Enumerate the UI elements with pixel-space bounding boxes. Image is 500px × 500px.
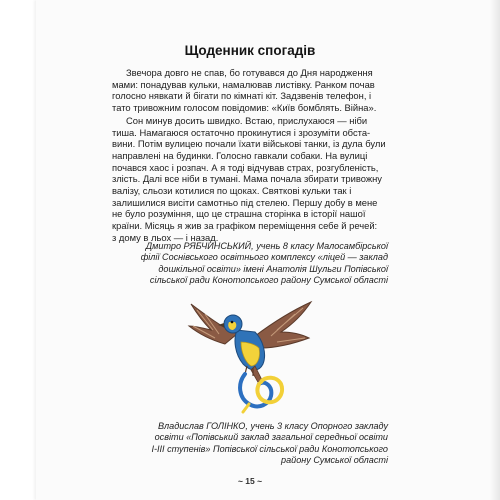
text-line: тиша. Намагаюся остаточно прокинутися і зрозуміти обста- (112, 126, 371, 138)
page-title: Щоденник спогадів (184, 43, 316, 58)
text-line: Звечора довго не спав, бо готувався до Дня народження (126, 67, 373, 78)
text-line: не було розуміння, що це страшна сторінка в історії нашої (112, 208, 366, 220)
bird-illustration (185, 300, 315, 415)
text-line: валізу, сльози котилися по щоках. Святкові кульки так і (112, 185, 352, 197)
text-line: тато тривожним голосом повідомив: «Київ бомблять. Війна». (112, 102, 377, 114)
credit-line: сільської ради Конотопського району Сумської області (149, 275, 388, 286)
credit-line: філії Соснівського освітнього комплексу «ліцей — заклад (140, 252, 388, 263)
credit-line: І-ІІІ ступенів» Попівської сільської ради Конотопського (151, 443, 388, 454)
text-line: залишилися висіти самотньо під стелею. Першу добу в мене (112, 196, 378, 208)
author-credit-2 (98, 421, 388, 467)
ribbon-yellow-tail (243, 404, 249, 412)
paragraph-1 (112, 67, 388, 114)
text-line: Сон минув досить швидко. Встаю, прислухаюся — ніби (126, 114, 368, 126)
page-number: ~ 15 ~ (237, 476, 263, 486)
text-line: з дому в льох — і назад. (112, 231, 219, 243)
paragraph-2 (112, 115, 388, 244)
credit-line: освіти «Попівський заклад загальної середньої освіти (154, 432, 388, 443)
text-line: направлені на будинки. Голосно гавкали собаки. На вулиці (112, 149, 368, 161)
eye-shape (231, 321, 234, 324)
author-credit-1 (98, 241, 388, 287)
text-line: злість. Далі все ніби в тумані. Мама почала збирати тривожну (112, 173, 382, 185)
text-line: мами: понадував кульки, намалював листівку. Ранком почав (112, 78, 375, 90)
credit-line: району Сумської області (281, 455, 388, 466)
credit-line: Владислав ГОЛІНКО, учень 3 класу Опорного закладу (157, 421, 388, 431)
text-line: вини. Потім вулицею почали їхати військові танки, із дула були (112, 138, 386, 150)
body-text (112, 67, 388, 245)
credit-line: Дмитро РЯБЧИНСЬКИЙ, учень 8 класу Малосамбірської (145, 241, 388, 251)
credit-line: дошкільної освіти» імені Анатолія Шульги Попівської (158, 263, 388, 274)
text-line: почався хаос і розпач. А я тоді відчував страх, розгубленість, (112, 161, 379, 173)
text-line: країни. Місяць я жив за графіком переміщення себе й речей: (112, 220, 378, 232)
text-line: голосно нявкати й бігати по кімнаті кіт. Задзвенів телефон, і (112, 90, 372, 102)
